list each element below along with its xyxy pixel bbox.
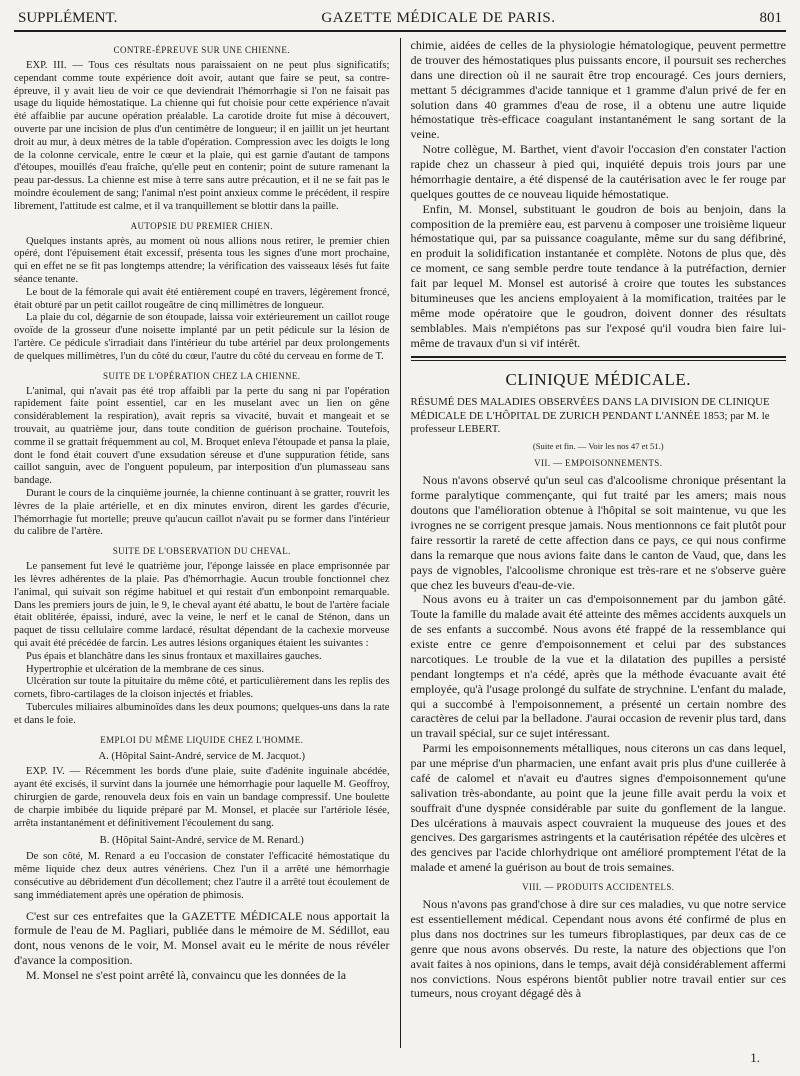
page-number: 801 [759,10,782,26]
article-title: RÉSUMÉ DES MALADIES OBSERVÉES DANS LA DIVISION DE CLINIQUE MÉDICALE DE L'HÔPITAL DE ZURICH PENDANT L'ANNÉE 1853; par M. le professeur LEBERT. [410,396,770,436]
paragraph: Notre collègue, M. Barthet, vient d'avoir l'occasion d'en constater l'action rapide chez un chasseur à pied qui, inquiété depuis trois jours par une hémorrhagie dentaire, a été dispensé de la cautérisation avec le fer rouge par quelques gouttes de ce nouveau liquide hémostatique. [410,142,786,201]
paragraph: Nous n'avons observé qu'un seul cas d'alcoolisme chronique présentant la forme paralytique commençante, qui fut traité par les amers; mais nous doutons que l'amélioration obtenue à l'hôpital se soit maintenue, vu que les ivrognes ne se corrigent presque jamais. Nous mentionnons ce fait plutôt pour faire ressortir la rareté de cette affection dans ce pays, ce qui nous confirme dans la remarque que nous avions faite dans le canton de Vaud, que, dans les pays de vignobles, l'alcoolisme chronique est très-rare et ne s'observe guère que chez les buveurs d'eau-de-vie. [410,473,786,592]
paragraph: C'est sur ces entrefaites que la GAZETTE MÉDICALE nous apportait la formule de l'eau de M. Pagliari, publiée dans le mémoire de M. Sédillot, eau dont, nous venons de le voir, M. Monsel avait eu le mérite de nous révéler d'avance la composition. [14,908,390,968]
paragraph: EXP. IV. — Récemment les bords d'une plaie, suite d'adénite inguinale abcédée, ayant été excisés, il survint dans la journée une hémorrhagie pour laquelle M. Geoffroy, chirurgien de garde, renouvela deux fois en vain un bandage compressif. Une boulette de charpie imbibée du liquide préparé par M. Monsel, et placée sur l'artériole lésée, arrêta instantanément et définitivement l'écoulement du sang. [14,766,390,829]
section-heading: CONTRE-ÉPREUVE SUR UNE CHIENNE. [113,45,290,55]
section-heading: SUITE DE L'OBSERVATION DU CHEVAL. [112,546,291,557]
paragraph: La plaie du col, dégarnie de son étoupade, laissa voir extérieurement un caillot rouge ovoïde de la grosseur d'une noisette implanté par un petit pédicule sur la lésion de l'artère. Ce pédicule s'irradiait dans l'intérieur du tube artériel par deux prolongements de quelques millimètres, l'un du côté du cœur, l'autre du côté du cerveau en forme de T. [14,312,390,362]
paragraph: Ulcération sur toute la pituitaire du même côté, et particulièrement dans les replis des cornets, fibro-cartilages de la cloison injectés et friables. [14,676,390,701]
section-heading: SUITE DE L'OPÉRATION CHEZ LA CHIENNE. [103,370,301,381]
paragraph: M. Monsel ne s'est point arrêté là, convaincu que les données de la [26,968,347,982]
paragraph: EXP. III. — Tous ces résultats nous paraissaient on ne peut plus significatifs; cependant comme toute expérience doit avoir, autant que faire se peut, sa contre-épreuve, il y avait lieu de voir ce que deviendrait l'hémorrhagie si l'on ne faisait pas usage du liquide hémostatique. La chienne qui fut choisie pour cette expérience n'avait été affaiblie par aucune opération préalable. La carotide droite fut mise à découvert, ouverte par une incision de plus d'un centimètre de longueur; il en jaillit un jet heurtant droit au mur, à deux mètres de la table d'opération. Compression avec les doigts le long de la colonne cervicale, entre le cœur et la plaie, qui est garnie d'autant de tampons d'étoupes, mouillés d'eau fraîche, qu'elle peut en contenir; point de suture ramenant la peau par-dessus. La chienne est mise à terre sans autre précaution, et il ne se fait pas le moindre écoulement de sang; l'animal n'est point anxieux comme le précédent, il respire librement, l'attitude est calme, et il va tranquillement se blottir dans la paille. [14,59,390,212]
left-column [14,38,400,1048]
paragraph: L'animal, qui n'avait pas été trop affaibli par la perte du sang ni par l'opération rapidement faite point essentiel, car en les muselant avec un lien on gêne considérablement la respiration), avait repris sa vivacité, buvait et mangeait et se trouvait, au quatrième jour, dans toute condition de guérison prochaine. Toutefois, comme il se grattait fréquemment au col, M. Broquet enleva l'étoupade et pansa la plaie, dont le fond était couvert d'une exsudation séreuse et d'une suppuration fétide, sans caillot sanguin, avec de l'onguent populeum, par interposition d'un plumasseau sans bandage. [14,385,390,487]
paragraph: Nous n'avons pas grand'chose à dire sur ces maladies, vu que notre service est essentiellement médical. Cependant nous avons été confirmé de plus en plus dans nos doctrines sur les tumeurs fibroplastiques, par deux cas de ce genre que nous avons observés. Du reste, la nature des objections que l'on avait faites à nos opinions, dans le temps, avait déjà considérablement affermi nos convictions. Nous espérons bientôt publier notre travail entier sur ces tumeurs, nous croyant dégagé dès à [410,897,786,1001]
subheading: A. (Hôpital Saint-André, service de M. Jacquot.) [98,750,306,762]
journal-title: GAZETTE MÉDICALE DE PARIS. [321,10,556,26]
paragraph: Quelques instants après, au moment où nous allions nous retirer, le premier chien opéré, dont l'épuisement était excessif, présenta tous les signes d'une mort prochaine, qui en effet ne se fit pas longtemps attendre; la vérification des vaisseaux lésés fut faite séance tenante. [14,235,390,285]
section-title: CLINIQUE MÉDICALE. [505,370,692,390]
section-heading: VIII. — PRODUITS ACCIDENTELS. [522,882,675,893]
section-heading: EMPLOI DU MÊME LIQUIDE CHEZ L'HOMME. [100,734,304,745]
paragraph: chimie, aidées de celles de la physiologie hématologique, peuvent permettre de trouver des hémostatiques plus puissants encore, il poursuit ses recherches dans une direction où il ne saurait être trop encouragé. Ces jours derniers, mettant 5 décigrammes d'acide tannique et 1 gramme d'alun privé de fer en solution dans 40 grammes d'eau de rose, il a obtenu une autre liquide hémostatique très-efficace coagulant instantanément le sang sortant de la veine. [410,38,786,142]
continuation-note: (Suite et fin. — Voir les nos 47 et 51.) [532,440,664,451]
paragraph: Enfin, M. Monsel, substituant le goudron de bois au benjoin, dans la composition de la première eau, est parvenu à composer une troisième liqueur hémostatique qui, par sa puissance coagulante, même sur du sang défibriné, en produit la solidification instantanée et complète. Notons de plus que, dès ce moment, ce sang semble perdre toute tendance à la putréfaction, dernier fait par lequel M. Monsel est autorisé à croire que toutes les substances bitumineuses que les anciens employaient à la momification, traitées par le même mode opératoire que le goudron, doivent donner des résultats semblables. Mais n'empiétons pas sur l'exposé qu'il voudra bien faire lui-même de travaux d'un si vif intérêt. [410,201,786,350]
section-rule [411,356,787,361]
paragraph: De son côté, M. Renard a eu l'occasion de constater l'efficacité hémostatique du même liquide chez deux autres vénériens. Chez l'un il a arrêté une hémorrhagie consécutive au débridement d'un décollement; chez l'autre il a arrêté tout écoulement de sang immédiatement après une opération de phimosis. [14,851,390,901]
section-heading: VII. — EMPOISONNEMENTS. [534,458,663,469]
running-header [14,10,786,32]
subheading: B. (Hôpital Saint-André, service de M. Renard.) [99,835,304,847]
signature-mark: 1. [750,1050,760,1065]
header-supplement: SUPPLÉMENT. [18,10,118,26]
paragraph: Hypertrophie et ulcération de la membrane de ces sinus. [26,663,264,675]
section-heading: AUTOPSIE DU PREMIER CHIEN. [130,220,273,231]
paragraph: Tubercules miliaires albuminoïdes dans les deux poumons; quelques-uns dans la rate et dans le foie. [14,702,390,726]
right-column [401,38,787,1048]
two-columns [14,38,786,1048]
paragraph: Pus épais et blanchâtre dans les sinus frontaux et maxillaires gauches. [26,650,322,662]
paragraph: Le pansement fut levé le quatrième jour, l'éponge laissée en place emprisonnée par les lèvres adhérentes de la plaie. Pas d'hémorrhagie. Aucun trouble fonctionnel chez l'animal, qui suivait son régime habituel et qui restait d'un embonpoint remarquable. Dans les premiers jours de juin, le 9, le cheval ayant été abattu, le bout de l'artère faciale était oblitérée, épaissi, induré, avec la veine, le nerf et le canal de Sténon, dans un paquet de tissu cellulaire comme lardacé, résultat dépendant de la cachexie morveuse qui avait été précédée de farcin. Les autres lésions organiques étaient les suivantes : [14,561,390,649]
paragraph: Parmi les empoisonnements métalliques, nous citerons un cas dans lequel, par une méprise d'un pharmacien, une enfant avait pris plus d'une cuillerée à café de calomel et n'avait eu d'autres signes d'empoisonnement qu'une salivation très-abondante, au point que la jeune fille avait perdu la voix et souffrait d'une dyspnée considérable par suite du gonflement de la langue. Des ulcérations à mauvais aspect couvraient la muqueuse des joues et des gencives. Des gargarismes astringents et la cautérisation répétée des ulcères et des gencives par l'acide chlorhydrique ont amélioré promptement l'état de la malade et amené la guérison au bout de trois semaines. [410,741,786,875]
paragraph: Nous avons eu à traiter un cas d'empoisonnement par du jambon gâté. Toute la famille du malade avait été atteinte des mêmes accidents auxquels un de ses enfants a succombé. Nous avons été frappé de la ressemblance qui existe entre ce genre d'empoisonnement et celui par des substances narcotiques. Le trouble de la vue et la dilatation des pupilles a persisté pendant longtemps et n'a cédé, après que la méthode évacuante avait été employée, qu'à l'usage prolongé du sulfate de strychnine. L'enfant du malade, qui a succombé à l'empoisonnement, a présenté un certain nombre des caractères de celui par la belladone. J'aurai occasion de revenir plus tard, dans un travail spécial, sur ce sujet intéressant. [410,592,786,741]
paragraph: Le bout de la fémorale qui avait été entièrement coupé en travers, légèrement froncé, était obturé par un petit caillot rougeâtre de cinq millimètres de longueur. [14,286,390,311]
paragraph: Durant le cours de la cinquième journée, la chienne continuant à se gratter, rouvrit les lèvres de la plaie artérielle, et en dix minutes environ, dirent les gardes d'écurie, l'hémorrhagie fut mortelle; preuve qu'aucun caillot n'avait pu se former dans l'intérieur du calibre de l'artère. [14,488,390,538]
